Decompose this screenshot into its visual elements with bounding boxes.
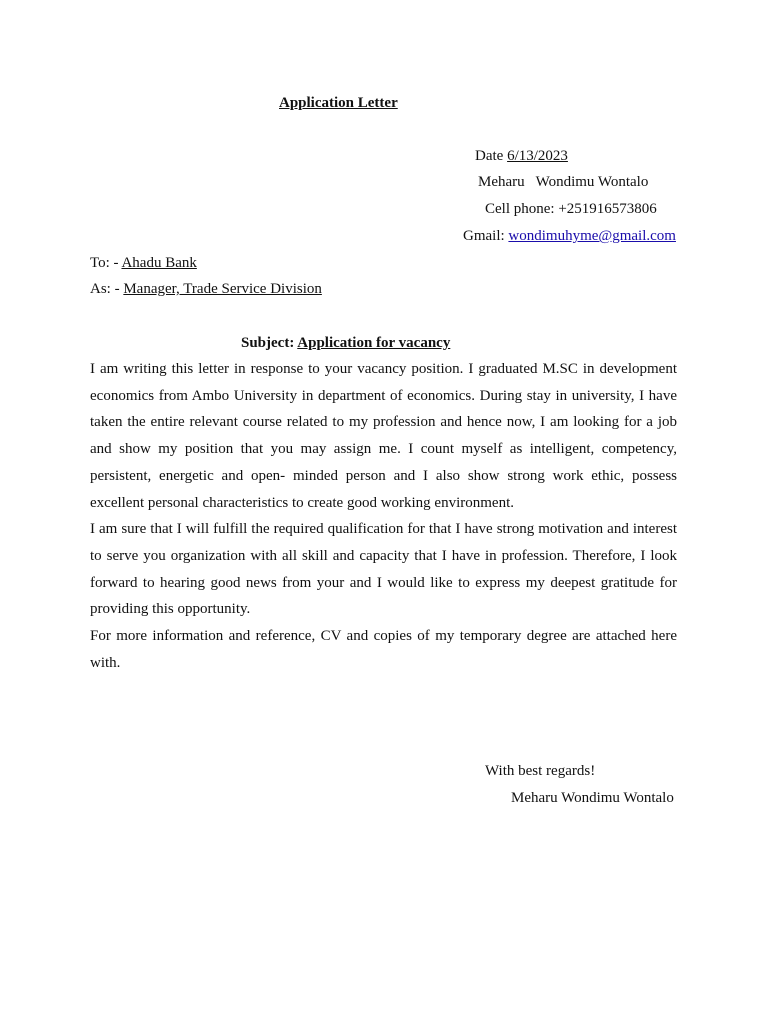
body-paragraph-3: For more information and reference, CV and copies of my temporary degree are attached here with. bbox=[90, 628, 677, 671]
gmail-line bbox=[463, 227, 676, 245]
subject-label: Subject: bbox=[241, 335, 295, 351]
sender-phone: Cell phone: +251916573806 bbox=[485, 201, 657, 217]
subject-line bbox=[241, 334, 450, 352]
as-value: Manager, Trade Service Division bbox=[123, 281, 322, 297]
gmail-link[interactable]: wondimuhyme@gmail.com bbox=[508, 228, 676, 244]
as-label: As: - bbox=[90, 281, 120, 297]
body-paragraph-2: I am sure that I will fulfill the required qualification for that I have strong motivation and interest to serve you organization with all skill and capacity that I have in profession. Therefore, I look forward to hearing good news from your and I would like to express my deepest gratitude for providing this opportunity. bbox=[90, 521, 677, 618]
date-line bbox=[475, 147, 568, 165]
signature-name: Meharu Wondimu Wontalo bbox=[511, 790, 674, 806]
body-paragraph-1: I am writing this letter in response to your vacancy position. I graduated M.SC in development economics from Ambo University in department of economics. During stay in university, I have taken the entire relevant course related to my profession and hence now, I am looking for a job and show my position that you may assign me. I count myself as intelligent, competency, persistent, energetic and open- minded person and I also show strong work ethic, possess excellent personal characteristics to create good working environment. bbox=[90, 361, 677, 511]
closing: With best regards! bbox=[485, 763, 596, 779]
date-value: 6/13/2023 bbox=[507, 148, 568, 164]
to-value: Ahadu Bank bbox=[121, 255, 197, 271]
sender-name: Meharu Wondimu Wontalo bbox=[478, 174, 649, 190]
date-label: Date bbox=[475, 148, 504, 164]
position-line bbox=[90, 280, 322, 298]
subject-value: Application for vacancy bbox=[297, 335, 451, 351]
letter-heading: Application Letter bbox=[279, 95, 398, 111]
letter-body bbox=[90, 356, 677, 676]
gmail-label: Gmail: bbox=[463, 228, 505, 244]
recipient-line bbox=[90, 254, 197, 272]
to-label: To: - bbox=[90, 255, 119, 271]
